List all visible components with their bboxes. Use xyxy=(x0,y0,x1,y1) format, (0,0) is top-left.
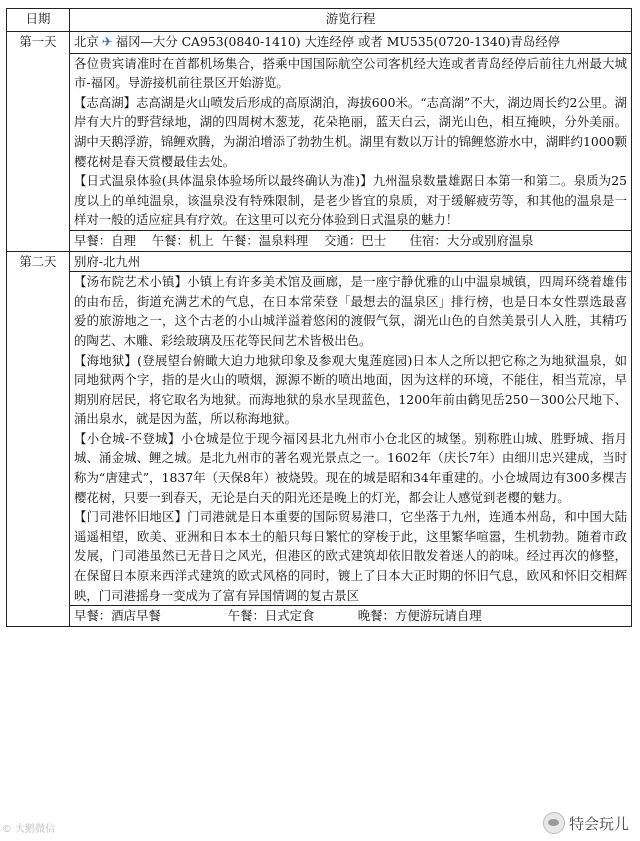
day2-label: 第二天 xyxy=(7,251,70,626)
day1-route-row xyxy=(7,32,632,54)
watermark-right xyxy=(540,811,632,835)
day1-meals xyxy=(70,230,632,251)
day1-para-zhigao-lake: 【志高湖】志高湖是火山喷发后形成的高原湖泊，海拔600米。“志高湖”不大，湖边周长约2公里。湖岸有大片的野营绿地，湖的四周树木葱茏，花朵艳丽，蓝天白云，湖光山色，相互掩映，分外美丽。湖中天鹅浮游，锦鲤欢腾，为湖泊增添了勃勃生机。湖里有数以万计的锦鲤悠游水中，湖畔约1000颗樱花树是春天赏樱最佳去处。 xyxy=(74,94,627,169)
day2-content-row xyxy=(7,272,632,606)
day2-para-kokura-castle: 【小仓城-不登城】小仓城是位于现今福冈县北九州市小仓北区的城堡。别称胜山城、胜野城、指月城、涌金城、鲤之城。是北九州市的著名观光景点之一。1602年（庆长7年）由细川忠兴建成，当时称为“唐建式”，1837年（天保8年）被烧毁。现在的城是昭和34年重建的。小仓城周边有300多棵吉樱花树，只要一到春天，无论是白天的阳光还是晚上的灯光，都会让人感觉到老樱的魅力。 xyxy=(74,430,627,505)
day1-route xyxy=(70,32,632,54)
header-row xyxy=(7,9,632,32)
day2-meals xyxy=(70,606,632,627)
day1-label: 第一天 xyxy=(7,32,70,252)
day2-meals-row xyxy=(7,606,632,627)
day1-transport: 交通：巴士 xyxy=(324,232,387,248)
day1-dinner: 午餐：温泉料理 xyxy=(221,232,309,248)
day1-content-row xyxy=(7,53,632,230)
day1-route-from: 北京 xyxy=(74,34,99,49)
day1-meals-row xyxy=(7,230,632,251)
day2-para-yufuin: 【汤布院艺术小镇】小镇上有许多美术馆及画廊，是一座宁静优雅的山中温泉城镇，四周环绕着雄伟的由布岳，街道充满艺术的气息，在日本常荣登「最想去的温泉区」排行榜，也是日本女性票选最喜爱的旅游地之一，这个古老的小山城洋溢着悠闲的渡假气氛，湖光山色的自然美景引人入胜，其精巧的陶艺、木雕、彩绘玻璃及压花等民间艺术皆极出色。 xyxy=(74,274,627,348)
day1-para-intro: 各位贵宾请准时在首都机场集合，搭乘中国国际航空公司客机经大连或者青岛经停后前往九州最大城市-福冈。导游接机前往景区开始游览。 xyxy=(74,55,627,91)
day1-hotel: 住宿：大分或别府温泉 xyxy=(409,232,534,248)
wechat-icon xyxy=(543,812,565,834)
day1-route-rest: 福冈—大分 CA953(0840-1410) 大连经停 或者 MU535(0720-1340)青岛经停 xyxy=(115,34,561,49)
day2-dinner: 晚餐：方便游玩请自理 xyxy=(357,608,482,624)
day2-para-mojiko: 【门司港怀旧地区】门司港就是日本重要的国际贸易港口，它坐落于九州，连通本州岛，和中国大陆遥遥相望，欧美、亚洲和日本本土的船只每日繁忙的穿梭于此，这里繁华喧嚣，生机勃勃。随着市政发展，门司港虽然已无昔日之风光，但港区的欧式建筑却依旧散发着迷人的韵味。经过再次的修整，在保留日本原来西洋式建筑的欧式风格的同时，镀上了日本大正时期的怀旧气息，欧风和怀旧交相辉映，门司港摇身一变成为了富有异国情调的复古景区 xyxy=(74,509,627,603)
header-itinerary: 游览行程 xyxy=(70,9,632,32)
day2-route: 别府-北九州 xyxy=(70,251,632,272)
itinerary-table xyxy=(6,8,632,627)
watermark-left: © 大鹅微信 xyxy=(2,824,56,835)
day1-breakfast: 早餐：自理 xyxy=(74,232,136,248)
watermark-right-text: 特会玩儿 xyxy=(568,814,629,833)
day2-para-umi-jigoku: 【海地狱】(登展望台俯瞰大迫力地狱印象及参观大鬼莲庭园)日本人之所以把它称之为地狱温泉，如同地狱两个字，指的是火山的喷烟，源源不断的喷出地面，因为这样的环境，不能住，相当荒凉，早期别府居民，将它取名为地狱。而海地狱的泉水呈现蓝色，1200年前由鹤见岳250－300公尺地下、涌出泉水，就是因为蓝，所以称海地狱。 xyxy=(74,352,627,427)
day1-para-onsen: 【日式温泉体验(具体温泉体验场所以最终确认为准)】九州温泉数量雄踞日本第一和第二。泉质为25度以上的单纯温泉，该温泉没有特殊限制，是老少皆宜的泉质，对于缓解疲劳等，和其他的温泉是一样对一般的适应症具有疗效。在这里可以充分体验到日式温泉的魅力！ xyxy=(74,173,627,228)
day1-content xyxy=(70,53,632,230)
day2-lunch: 午餐：日式定食 xyxy=(227,608,315,624)
day2-breakfast: 早餐：酒店早餐 xyxy=(74,608,161,624)
day2-content xyxy=(70,272,632,606)
header-date: 日期 xyxy=(7,9,70,32)
day2-route-row xyxy=(7,251,632,272)
airplane-icon: ✈ xyxy=(101,35,113,50)
day1-lunch: 午餐：机上 xyxy=(151,232,214,248)
